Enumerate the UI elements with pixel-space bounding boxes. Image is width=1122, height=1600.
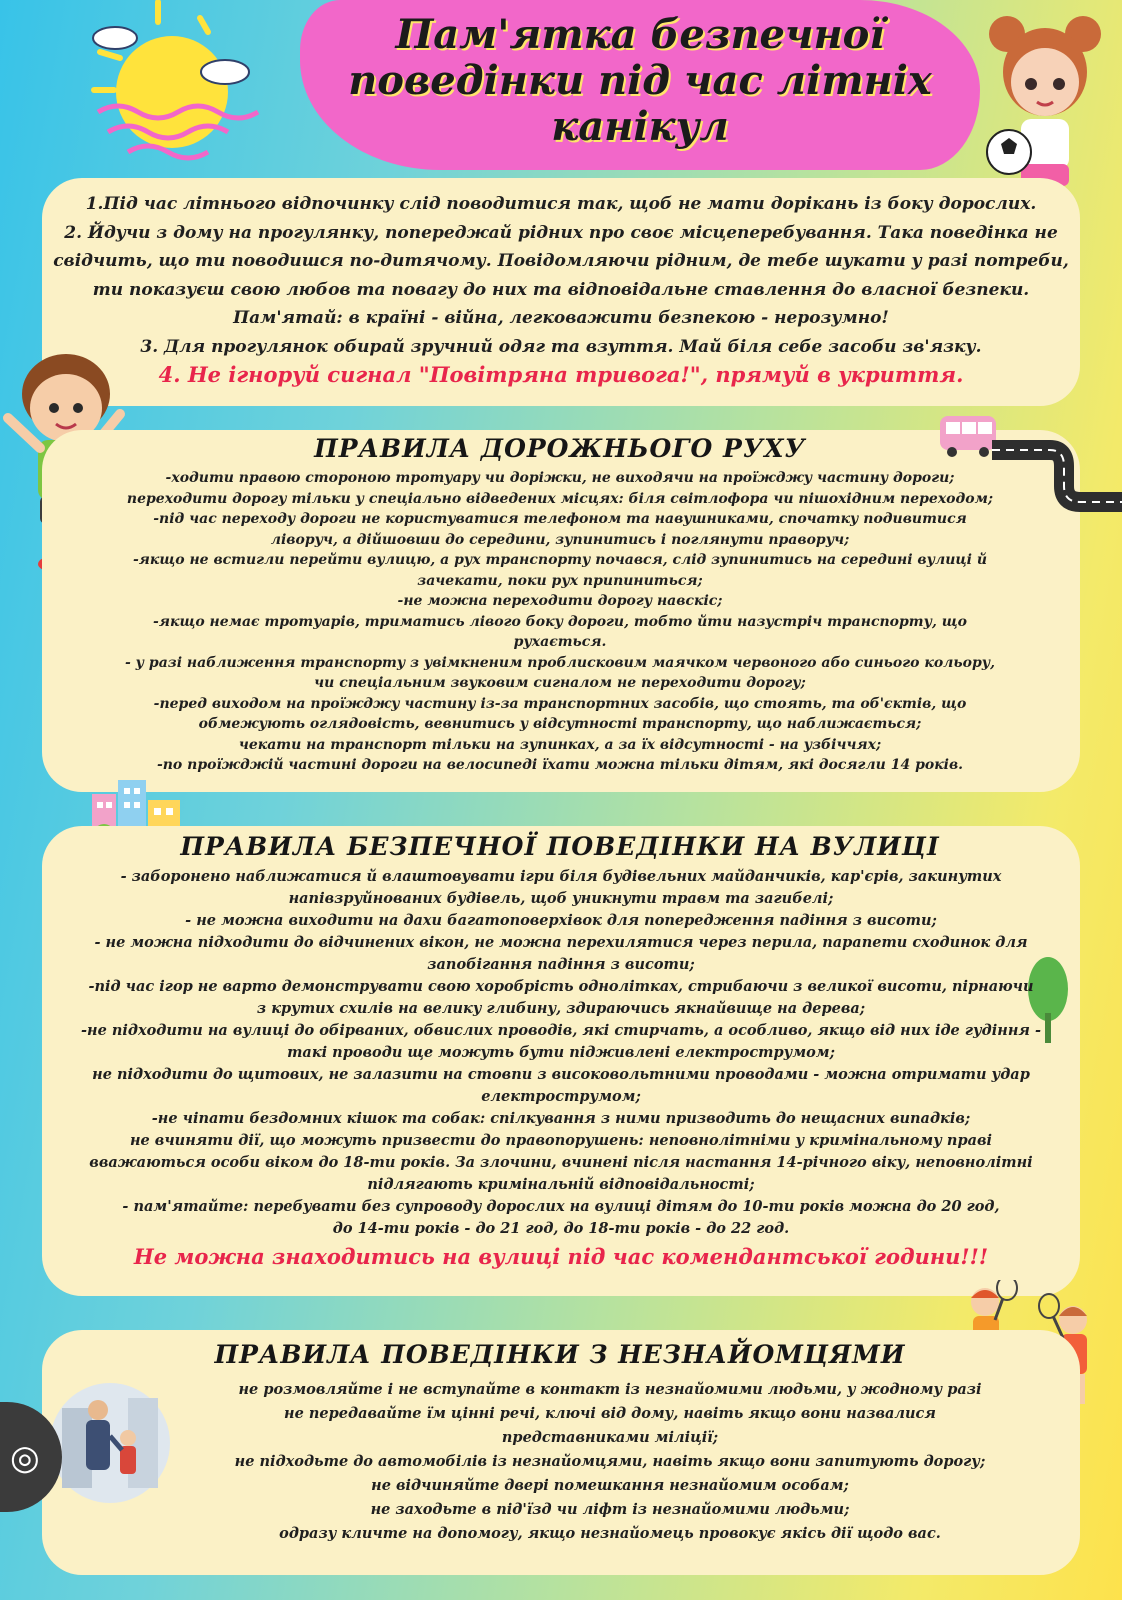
traffic-rules-text — [60, 468, 1060, 776]
intro-line: 2. Йдучи з дому на прогулянку, попереджай рідних про своє місцеперебування. Така поведінка не — [64, 222, 1058, 243]
intro-line: 3. Для прогулянок обирай зручний одяг та взуття. Май біля себе засоби зв'язку. — [140, 336, 982, 357]
rule-line: такі проводи ще можуть бути підживлені електрострумом; — [287, 1044, 835, 1061]
rule-line: не відчиняйте двері помешкання незнайомим особам; — [371, 1477, 849, 1494]
rule-line: рухається. — [513, 634, 607, 650]
rule-line: -не підходити на вулиці до обірваних, обвислих проводів, які стирчать, а особливо, якщо від них іде гудіння - — [80, 1022, 1042, 1039]
rule-line: з крутих схилів на велику глибину, здираючись якнайвище на дерева; — [256, 1000, 866, 1017]
rule-line: -перед виходом на проїжджу частину із-за транспортних засобів, що стоять, та об'єктів, що — [153, 695, 967, 712]
intro-text — [50, 190, 1072, 390]
strangers-heading: ПРАВИЛА ПОВЕДІНКИ З НЕЗНАЙОМЦЯМИ — [214, 1340, 906, 1369]
sun-icon — [80, 0, 280, 175]
rule-line: -якщо немає тротуарів, триматись лівого боку дороги, тобто йти назустріч транспорту, що — [153, 613, 967, 630]
bus-icon — [938, 410, 998, 458]
strangers-text — [150, 1378, 1070, 1546]
rule-line: чекати на транспорт тільки на зупинках, а за їх відсутності - на узбіччях; — [238, 736, 882, 753]
rule-line: одразу кличте на допомогу, якщо незнайомець провокує якісь дії щодо вас. — [279, 1525, 941, 1542]
traffic-rules-heading: ПРАВИЛА ДОРОЖНЬОГО РУХУ — [314, 434, 806, 463]
air-raid-alert-text: 4. Не ігноруй сигнал "Повітряна тривога!", прямуй в укриття. — [158, 362, 964, 387]
rule-line: до 14-ти років - до 21 год, до 18-ти років - до 22 год. — [332, 1220, 790, 1237]
rule-line: не підходити до щитових, не залазити на стовпи з високовольтними проводами - можна отримати удар — [92, 1066, 1030, 1083]
title-line-3: канікул — [551, 103, 729, 150]
rule-line: не підходьте до автомобілів із незнайомцями, навіть якщо вони запитують дорогу; — [234, 1453, 986, 1470]
rule-line: не розмовляйте і не вступайте в контакт із незнайомими людьми, у жодному разі — [238, 1381, 982, 1398]
rule-line: вважаються особи віком до 18-ти років. За злочини, вчинені після настання 14-річного віку, неповнолітні — [89, 1154, 1033, 1171]
intro-line: 1.Під час літнього відпочинку слід поводитися так, щоб не мати дорікань із боку дорослих. — [85, 194, 1037, 214]
rule-line: - заборонено наближатися й влаштовувати ігри біля будівельних майданчиків, кар'єрів, закинутих — [120, 868, 1002, 885]
rule-line: не вчиняти дії, що можуть призвести до правопорушень: неповнолітніми у кримінальному праві — [129, 1132, 993, 1149]
lens-icon: ◎ — [10, 1438, 40, 1478]
rule-line: -якщо не встигли перейти вулицю, а рух транспорту почався, слід зупинитись на середині вулиці й — [132, 552, 988, 568]
rule-line: обмежують оглядовість, вевнитись у відсутності транспорту, що наближається; — [198, 716, 922, 732]
intro-line: Пам'ятай: в країні - війна, легковажити безпекою - нерозумно! — [233, 308, 889, 328]
rule-line: - не можна виходити на дахи багатоповерхівок для попередження падіння з висоти; — [185, 912, 937, 929]
rule-line: - пам'ятайте: перебувати без супроводу дорослих на вулиці дітям до 10-ти років можна до 20 год, — [122, 1198, 1000, 1215]
rule-line: -по проїжджій частині дороги на велосипеді їхати можна тільки дітям, які досягли 14 років. — [156, 757, 964, 773]
rule-line: зачекати, поки рух припиниться; — [417, 572, 703, 589]
rule-line: - не можна підходити до відчинених вікон, не можна перехилятися через перила, парапети сходинок для — [94, 934, 1028, 951]
rule-line: підлягають кримінальній відповідальності; — [367, 1176, 755, 1193]
rule-line: не заходьте в під'їзд чи ліфт із незнайомими людьми; — [370, 1501, 850, 1518]
rule-line: - у разі наближення транспорту з увімкненим проблисковим маячком червоного або синього кольору, — [124, 654, 996, 671]
rule-line: не передавайте їм цінні речі, ключі від дому, навіть якщо вони назвалися — [284, 1405, 936, 1422]
street-safety-heading: ПРАВИЛА БЕЗПЕЧНОЇ ПОВЕДІНКИ НА ВУЛИЦІ — [180, 832, 940, 861]
rule-line: переходити дорогу тільки у спеціально відведених місцях: біля світлофора чи пішохідним переходом; — [126, 490, 994, 507]
title-line-1: Пам'ятка безпечної — [395, 11, 885, 58]
rule-line: електрострумом; — [481, 1088, 641, 1105]
street-safety-text — [46, 866, 1076, 1274]
rule-line: -не можна переходити дорогу навскіс; — [397, 593, 723, 609]
title-line-2: поведінки під час літніх — [348, 57, 932, 104]
rule-line: -ходити правою стороною тротуару чи доріжки, не виходячи на проїжджу частину дороги; — [165, 470, 955, 486]
page-title — [300, 12, 980, 150]
curfew-alert-text: Не можна знаходитись на вулиці під час комендантської години!!! — [133, 1244, 989, 1269]
rule-line: чи спеціальним звуковим сигналом не переходити дорогу; — [314, 675, 806, 691]
intro-line: свідчить, що ти поводишся по-дитячому. Повідомляючи рідним, де тебе шукати у разі потреби, — [53, 251, 1069, 271]
rule-line: -під час переходу дороги не користуватися телефоном та навушниками, спочатку подивитися — [153, 511, 967, 527]
rule-line: ліворуч, а дійшовши до середини, зупинитись і поглянути праворуч; — [270, 531, 850, 548]
rule-line: -не чіпати бездомних кішок та собак: спілкування з ними призводить до нещасних випадків; — [151, 1110, 971, 1127]
rule-line: напівзруйнованих будівель, щоб уникнути травм та загибелі; — [288, 890, 834, 907]
rule-line: -під час ігор не варто демонструвати свою хоробрість однолітках, стрибаючи з великої висоти, пірнаючи — [88, 978, 1034, 995]
intro-line: ти показуєш свою любов та повагу до них та відповідальне ставлення до власної безпеки. — [92, 279, 1030, 300]
rule-line: запобігання падіння з висоти; — [427, 956, 695, 973]
rule-line: представниками міліції; — [501, 1429, 719, 1446]
